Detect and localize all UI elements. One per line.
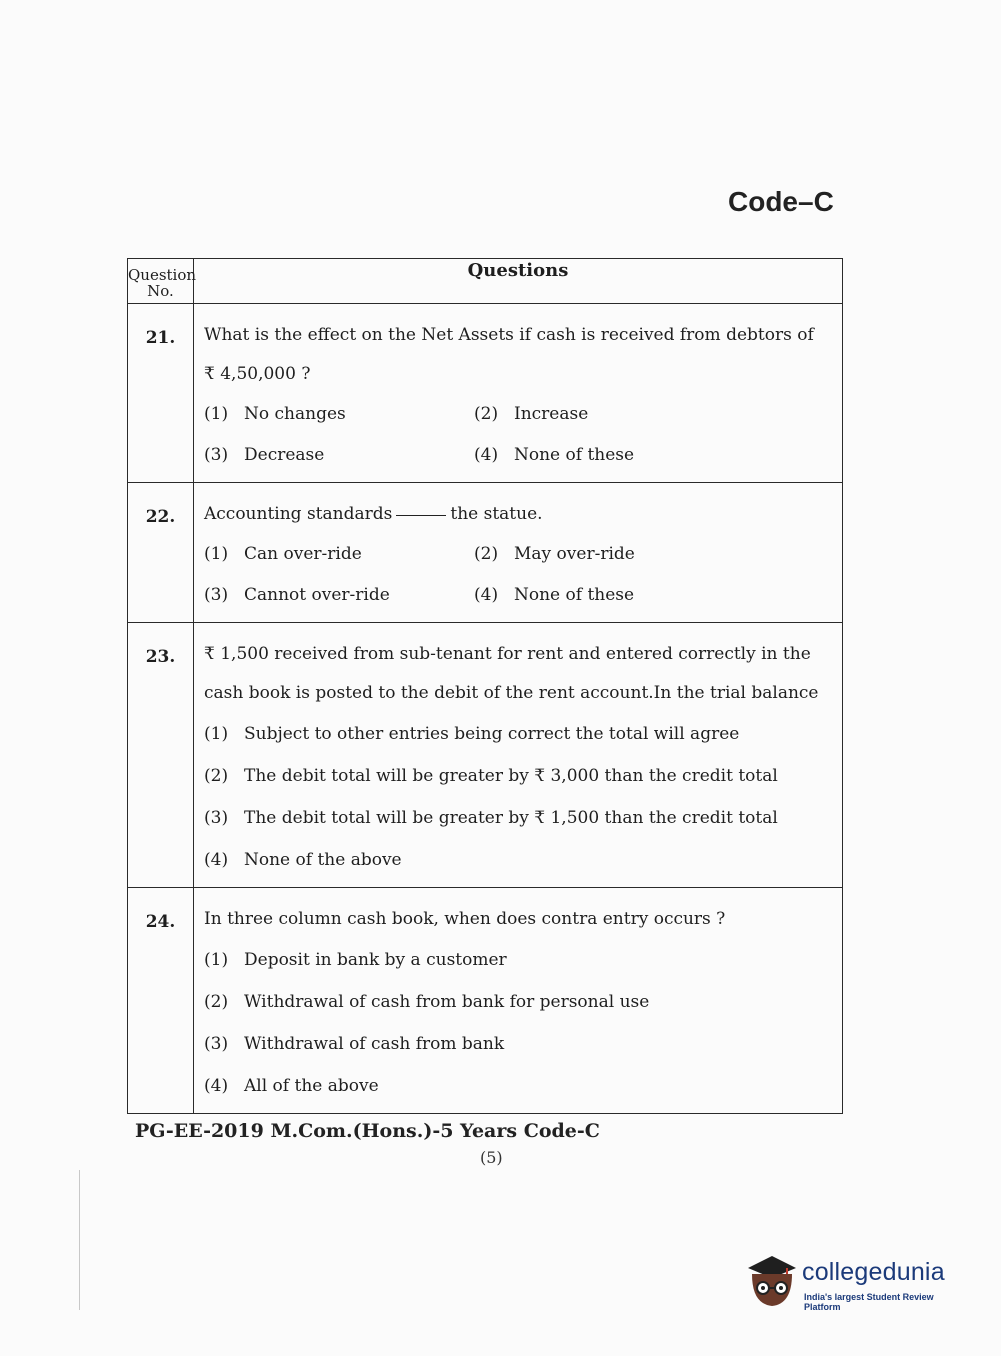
- question-number: 24.: [128, 888, 194, 1114]
- option: (2) Withdrawal of cash from bank for personal use: [204, 992, 650, 1012]
- option: (1) Deposit in bank by a customer: [204, 950, 507, 970]
- option: (1) Can over-ride: [204, 544, 362, 564]
- question-number: 22.: [128, 483, 194, 623]
- option: (1) Subject to other entries being correct the total will agree: [204, 724, 740, 744]
- question-text: cash book is posted to the debit of the rent account.In the trial balance: [204, 683, 819, 703]
- question-text: In three column cash book, when does contra entry occurs ?: [204, 909, 726, 929]
- scan-margin-line: [79, 1170, 80, 1310]
- option: (2) Increase: [474, 404, 589, 424]
- question-row: [128, 483, 843, 623]
- logo-tagline: India's largest Student Review Platform: [804, 1292, 934, 1312]
- logo-wordmark: collegedunia: [802, 1258, 945, 1286]
- option: (4) All of the above: [204, 1076, 379, 1096]
- options: [204, 394, 842, 476]
- question-row: [128, 888, 843, 1114]
- question-body: [194, 483, 843, 623]
- option: (2) May over-ride: [474, 544, 635, 564]
- table-header: [128, 259, 843, 304]
- question-body: [194, 888, 843, 1114]
- question-number: 21.: [128, 304, 194, 483]
- option: (2) The debit total will be greater by ₹ 3,000 than the credit total: [204, 766, 778, 786]
- blank-line: [396, 515, 446, 516]
- option: (3) Decrease: [204, 445, 325, 465]
- options: [204, 534, 842, 616]
- question-row: [128, 304, 843, 483]
- option: (3) Cannot over-ride: [204, 585, 390, 605]
- footer-title: PG-EE-2019 M.Com.(Hons.)-5 Years Code-C: [135, 1120, 600, 1142]
- option: (4) None of these: [474, 445, 635, 465]
- option: (4) None of these: [474, 585, 635, 605]
- question-text: Accounting standards the statue.: [204, 504, 543, 524]
- question-number: 23.: [128, 623, 194, 888]
- collegedunia-logo: [742, 1250, 972, 1310]
- question-text: ₹ 4,50,000 ?: [204, 364, 311, 384]
- question-row: [128, 623, 843, 888]
- option: (3) The debit total will be greater by ₹ 1,500 than the credit total: [204, 808, 778, 828]
- page-number: (5): [480, 1148, 503, 1167]
- question-body: [194, 304, 843, 483]
- question-text: ₹ 1,500 received from sub-tenant for rent and entered correctly in the: [204, 644, 811, 664]
- option: (1) No changes: [204, 404, 346, 424]
- question-body: [194, 623, 843, 888]
- option: (3) Withdrawal of cash from bank: [204, 1034, 505, 1054]
- question-table: [127, 258, 843, 1114]
- exam-code: Code–C: [728, 186, 834, 217]
- question-text: What is the effect on the Net Assets if cash is received from debtors of: [204, 325, 814, 345]
- questions-header: Questions: [194, 259, 843, 304]
- question-no-header: Question No.: [128, 259, 194, 304]
- mascot-icon: [742, 1250, 802, 1310]
- option: (4) None of the above: [204, 850, 402, 870]
